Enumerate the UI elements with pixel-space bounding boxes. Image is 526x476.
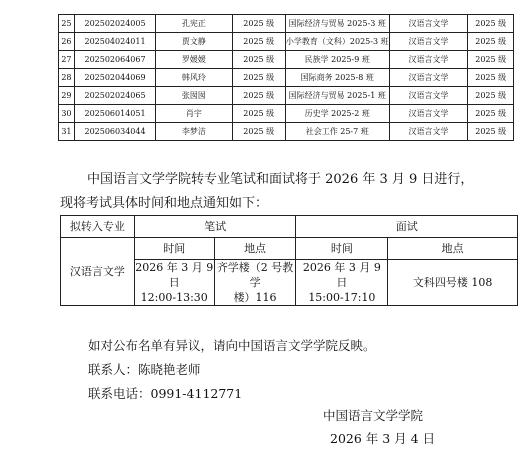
table-cell: 汉语言文学 [389,105,468,123]
written-place-cell [214,260,296,306]
table-cell: 202506014051 [74,105,155,123]
header-interview: 面试 [296,216,518,238]
written-hours: 12:00-13:30 [140,291,208,304]
table-cell: 202502044069 [74,69,155,87]
table-row [59,69,514,87]
student-list-body [59,15,514,141]
table-cell: 肖宇 [156,105,232,123]
contact-person: 联系人：陈晓艳老师 [88,362,201,377]
table-cell: 民族学 2025-9 班 [285,51,389,69]
table-cell: 2025 级 [232,87,285,105]
table-row [59,123,514,141]
table-cell: 张囡囡 [156,87,232,105]
table-cell: 2025 级 [232,15,285,33]
major-cell: 汉语言文学 [61,238,135,306]
table-cell: 汉语言文学 [389,51,468,69]
table-cell: 社会工作 25-7 班 [285,123,389,141]
table-cell: 2025 级 [468,15,514,33]
table-cell: 29 [59,87,75,105]
table-cell: 孔宪正 [156,15,232,33]
table-cell: 2025 级 [232,33,285,51]
table-cell: 历史学 2025-2 班 [285,105,389,123]
table-cell: 202502024005 [74,15,155,33]
table-cell: 30 [59,105,75,123]
table-cell: 2025 级 [468,69,514,87]
table-cell: 202502024065 [74,87,155,105]
written-place-line-2: 楼）116 [233,291,277,304]
student-list-table [58,14,514,141]
table-cell: 202502064067 [74,51,155,69]
table-row [59,51,514,69]
objection-note: 如对公布名单有异议，请向中国语言文学学院反映。 [88,338,376,353]
table-cell: 汉语言文学 [389,87,468,105]
interview-time-header: 时间 [296,238,388,260]
written-time-cell [134,260,214,306]
table-cell: 2025 级 [232,123,285,141]
written-place-header: 地点 [214,238,296,260]
table-cell: 2025 级 [468,105,514,123]
table-cell: 27 [59,51,75,69]
issuing-org: 中国语言文学学院 [323,408,424,423]
written-place-line-1: 齐学楼（2 号教学 [216,261,294,289]
table-cell: 李梦洁 [156,123,232,141]
table-cell: 2025 级 [468,87,514,105]
issue-date: 2026 年 3 月 4 日 [330,431,436,446]
table-cell: 贾文静 [156,33,232,51]
table-cell: 罗媛媛 [156,51,232,69]
table-row [59,87,514,105]
table-cell: 小学教育（文科）2025-3 班 [285,33,389,51]
table-cell: 汉语言文学 [389,15,468,33]
table-cell: 汉语言文学 [389,123,468,141]
table-cell: 2025 级 [232,105,285,123]
table-cell: 2025 级 [468,123,514,141]
table-cell: 202506034044 [74,123,155,141]
table-cell: 28 [59,69,75,87]
table-cell: 2025 级 [468,33,514,51]
exam-schedule-table [60,215,518,306]
table-cell: 国际经济与贸易 2025-1 班 [285,87,389,105]
table-cell: 汉语言文学 [389,33,468,51]
table-cell: 26 [59,33,75,51]
written-date: 2026 年 3 月 9 日 [135,261,214,289]
table-cell: 31 [59,123,75,141]
table-cell: 韩风玲 [156,69,232,87]
table-cell: 汉语言文学 [389,69,468,87]
header-major: 拟转入专业 [61,216,135,238]
notice-line-2: 现将考试具体时间和地点通知如下： [60,196,269,211]
table-cell: 国际商务 2025-8 班 [285,69,389,87]
table-row [59,105,514,123]
interview-place-header: 地点 [388,238,518,260]
table-cell: 202504024011 [74,33,155,51]
table-cell: 2025 级 [468,51,514,69]
table-cell: 25 [59,15,75,33]
table-cell: 2025 级 [232,51,285,69]
interview-time-cell [296,260,388,306]
notice-line-1: 中国语言文学学院转专业笔试和面试将于 2026 年 3 月 9 日进行， [87,172,474,187]
table-cell: 2025 级 [232,69,285,87]
interview-hours: 15:00-17:10 [308,291,376,304]
interview-date: 2026 年 3 月 9 日 [302,261,381,289]
interview-place-cell: 文科四号楼 108 [388,260,518,306]
header-written: 笔试 [134,216,296,238]
contact-phone: 联系电话：0991-4112771 [88,386,243,401]
table-row [59,33,514,51]
table-cell: 国际经济与贸易 2025-3 班 [285,15,389,33]
written-time-header: 时间 [134,238,214,260]
table-row [59,15,514,33]
